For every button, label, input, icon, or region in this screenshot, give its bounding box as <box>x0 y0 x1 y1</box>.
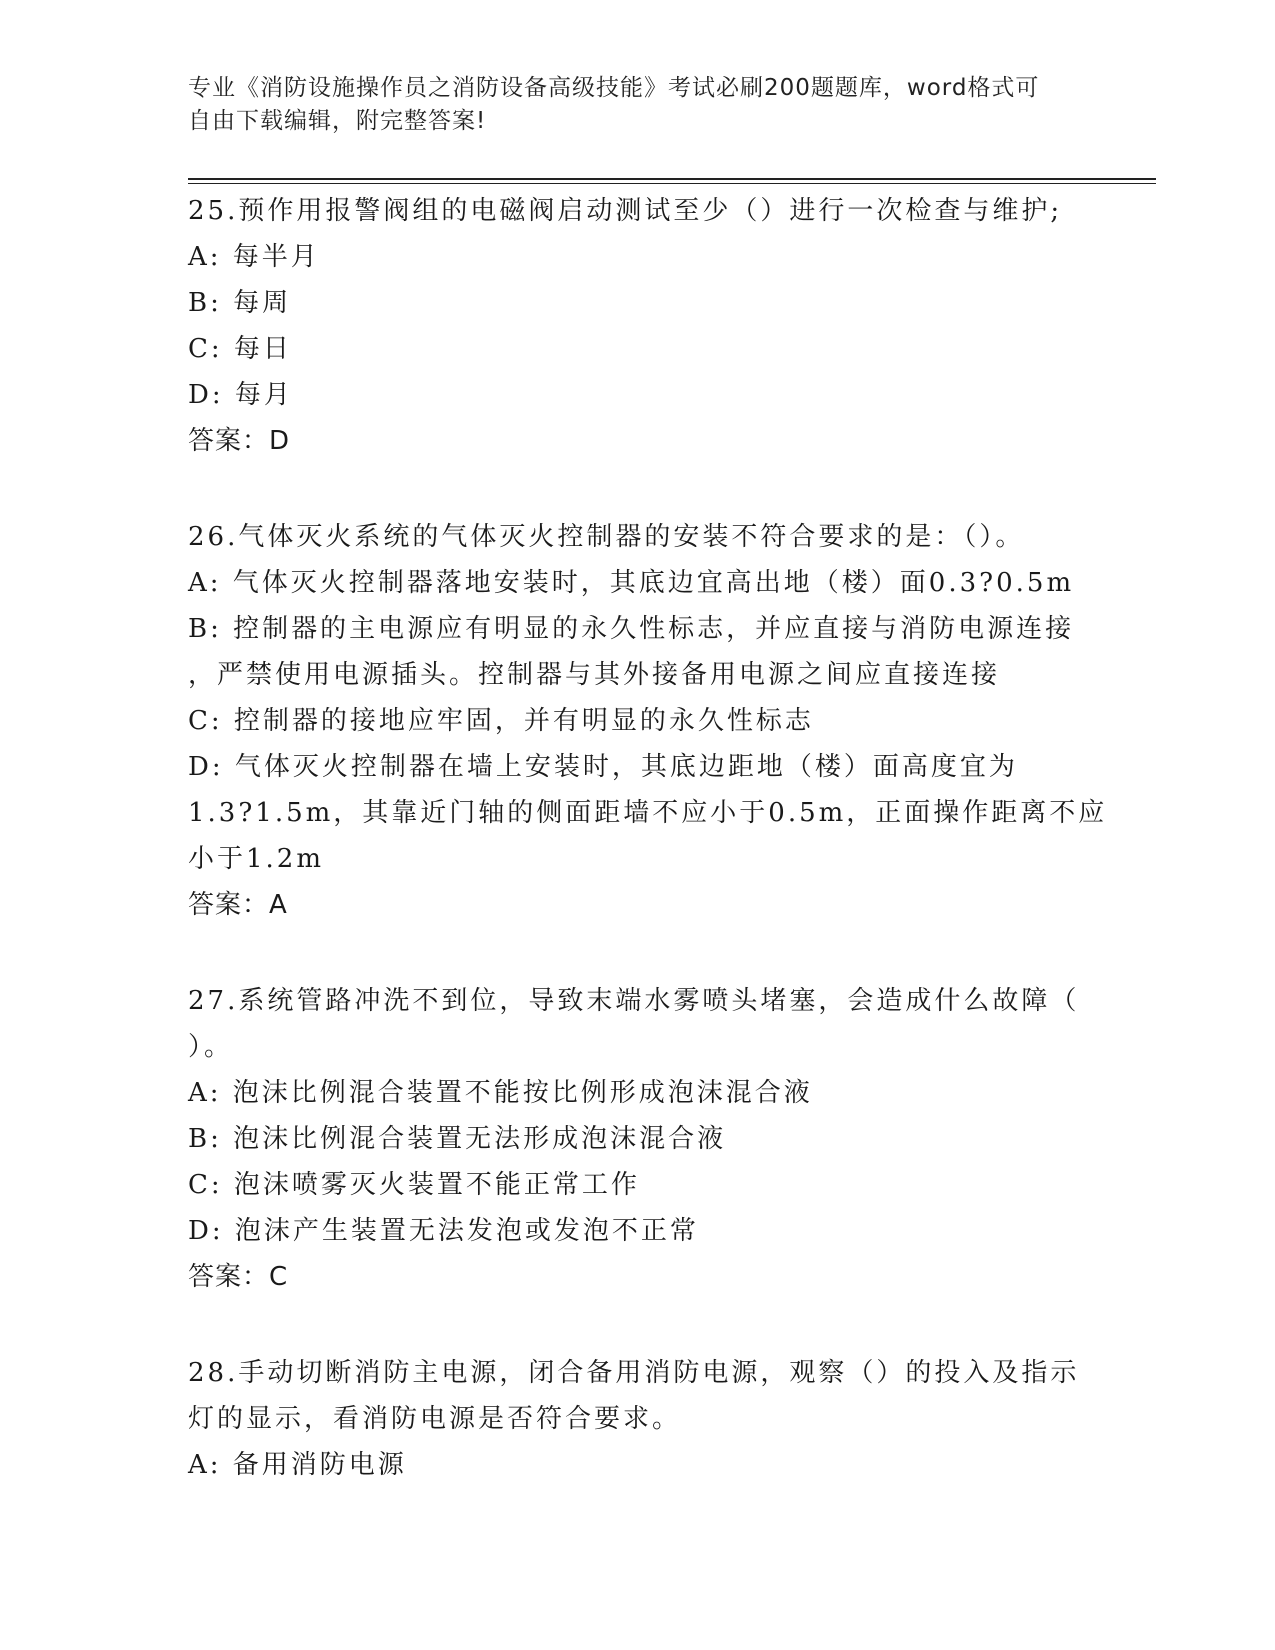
stem-line: 25.预作用报警阀组的电磁阀启动测试至少（）进行一次检查与维护; <box>188 196 1063 226</box>
document-header <box>188 72 1088 138</box>
option-list <box>188 1442 1088 1488</box>
answer-line: 答案：C <box>188 1262 289 1292</box>
option-a: A: 备用消防电源 <box>188 1450 407 1480</box>
option-d: D: 气体灭火控制器在墙上安装时，其底边距地（楼）面高度宜为 <box>188 752 1018 782</box>
option-b: B: 控制器的主电源应有明显的永久性标志，并应直接与消防电源连接 <box>188 614 1075 644</box>
question-28 <box>188 1350 1088 1488</box>
question-26 <box>188 514 1108 928</box>
stem-line: 27.系统管路冲洗不到位，导致末端水雾喷头堵塞，会造成什么故障（ <box>188 986 1080 1016</box>
option-c: C: 控制器的接地应牢固，并有明显的永久性标志 <box>188 706 814 736</box>
question-stem <box>188 978 1088 1070</box>
stem-line: 26.气体灭火系统的气体灭火控制器的安装不符合要求的是：（）。 <box>188 522 1025 552</box>
option-b: B: 每周 <box>188 288 292 318</box>
header-divider-thick <box>188 178 1156 180</box>
question-list <box>188 188 1108 1538</box>
stem-line: ）。 <box>188 1032 234 1062</box>
answer-line: 答案：D <box>188 426 291 456</box>
header-line-2: 自由下载编辑，附完整答案! <box>188 108 487 134</box>
question-27 <box>188 978 1088 1300</box>
option-d: D: 每月 <box>188 380 293 410</box>
option-d-continued: 小于1.2m <box>188 844 325 874</box>
option-d: D: 泡沫产生装置无法发泡或发泡不正常 <box>188 1216 699 1246</box>
option-c: C: 泡沫喷雾灭火装置不能正常工作 <box>188 1170 640 1200</box>
header-divider-thin <box>188 183 1156 184</box>
question-stem <box>188 188 1088 234</box>
option-list <box>188 234 1088 418</box>
option-b-continued: ，严禁使用电源插头。控制器与其外接备用电源之间应直接连接 <box>188 660 1001 690</box>
option-a: A: 气体灭火控制器落地安装时，其底边宜高出地（楼）面0.3?0.5m <box>188 568 1075 598</box>
answer-line: 答案：A <box>188 890 288 920</box>
option-list <box>188 560 1108 882</box>
option-c: C: 每日 <box>188 334 292 364</box>
stem-line: 灯的显示，看消防电源是否符合要求。 <box>188 1404 682 1434</box>
option-a: A: 泡沫比例混合装置不能按比例形成泡沫混合液 <box>188 1078 813 1108</box>
option-d-continued: 1.3?1.5m，其靠近门轴的侧面距墙不应小于0.5m，正面操作距离不应 <box>188 798 1108 828</box>
option-list <box>188 1070 1088 1254</box>
question-stem <box>188 514 1088 560</box>
option-b: B: 泡沫比例混合装置无法形成泡沫混合液 <box>188 1124 727 1154</box>
header-line-1: 专业《消防设施操作员之消防设备高级技能》考试必刷200题题库，word格式可 <box>188 75 1040 101</box>
stem-line: 28.手动切断消防主电源，闭合备用消防电源，观察（）的投入及指示 <box>188 1358 1080 1388</box>
question-25 <box>188 188 1088 464</box>
question-stem <box>188 1350 1088 1442</box>
option-a: A: 每半月 <box>188 242 320 272</box>
